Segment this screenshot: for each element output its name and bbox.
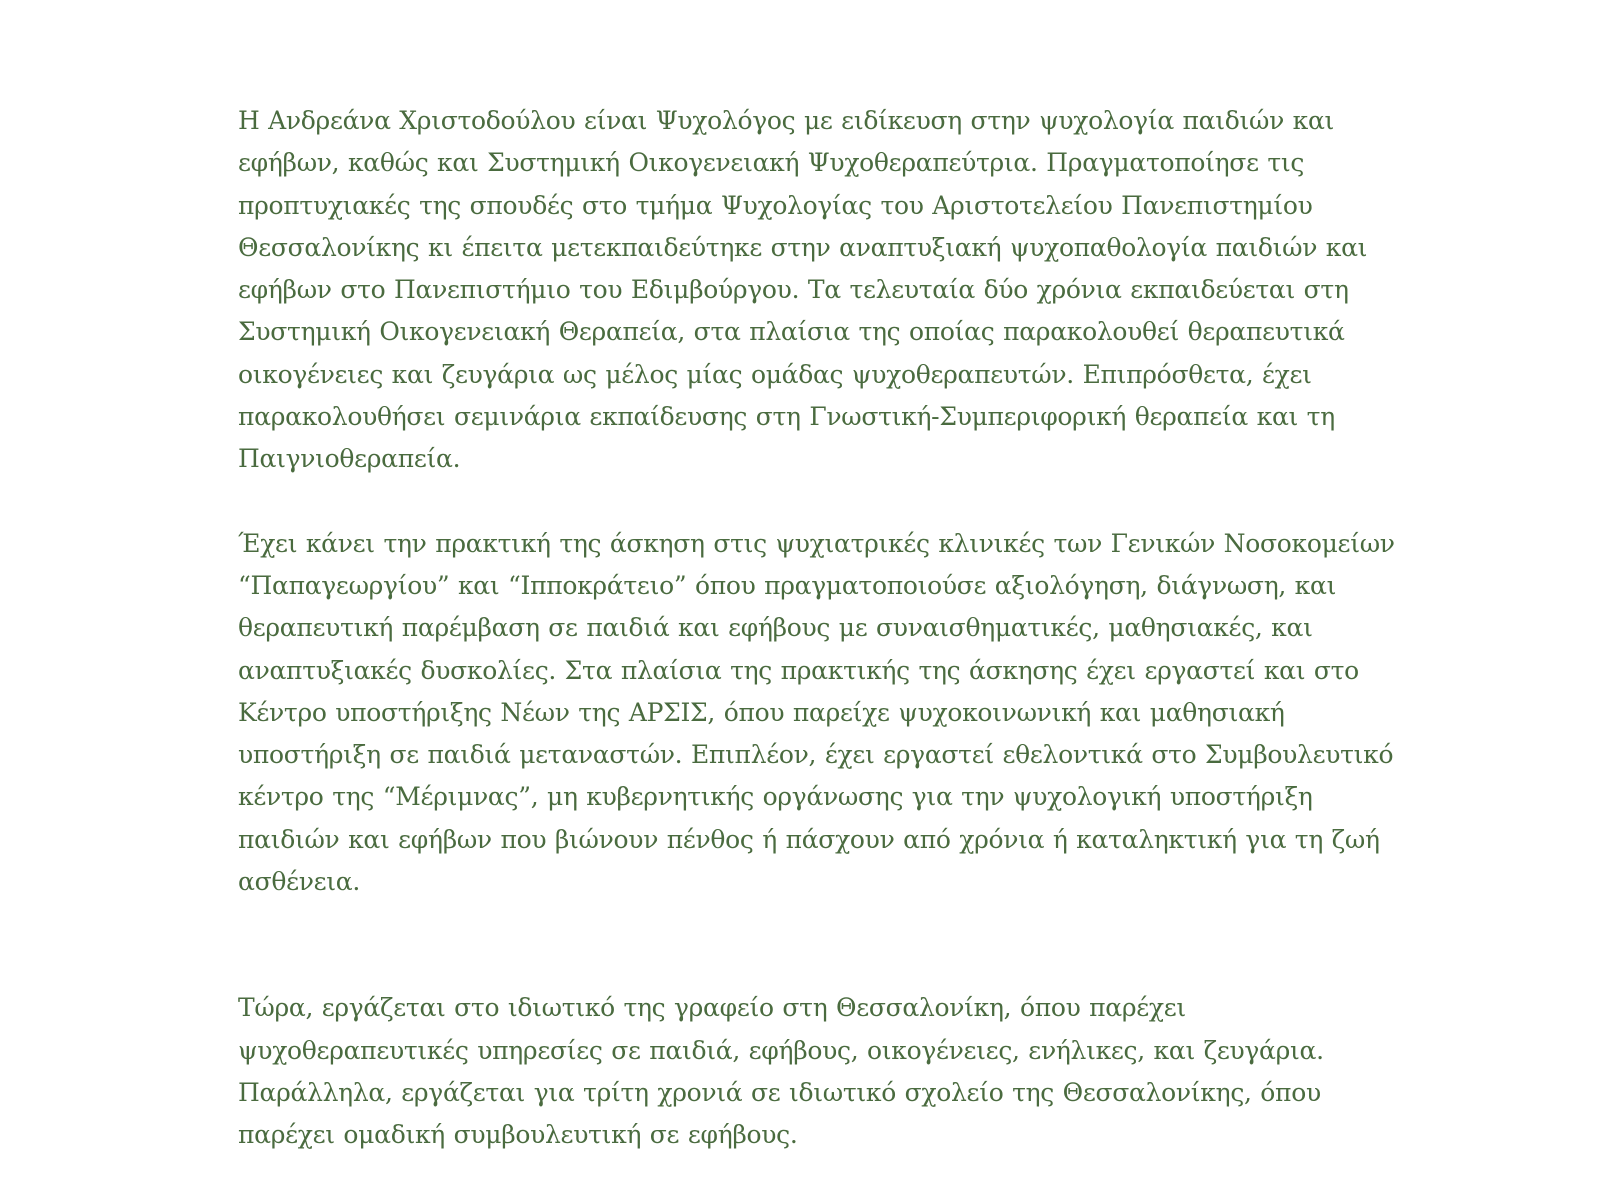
text-line: αναπτυξιακές δυσκολίες. Στα πλαίσια της πρακτικής της άσκησης έχει εργαστεί και στο	[238, 655, 1359, 685]
text-line: Έχει κάνει την πρακτική της άσκηση στις ψυχιατρικές κλινικές των Γενικών Νοσοκομείων	[238, 528, 1395, 558]
bio-paragraph-experience	[238, 523, 1395, 904]
text-line: εφήβων στο Πανεπιστήμιο του Εδιμβούργου. Τα τελευταία δύο χρόνια εκπαιδεύεται στη	[238, 275, 1349, 305]
text-line: υποστήριξη σε παιδιά μεταναστών. Επιπλέον, έχει εργαστεί εθελοντικά στο Συμβουλευτικό	[238, 740, 1394, 770]
text-line: Τώρα, εργάζεται στο ιδιωτικό της γραφείο στη Θεσσαλονίκη, όπου παρέχει	[238, 993, 1186, 1023]
text-line: Παράλληλα, εργάζεται για τρίτη χρονιά σε ιδιωτικό σχολείο της Θεσσαλονίκης, όπου	[238, 1077, 1321, 1107]
bio-paragraph-education	[238, 100, 1368, 481]
text-line: ασθένεια.	[238, 867, 361, 897]
text-line: προπτυχιακές της σπουδές στο τμήμα Ψυχολογίας του Αριστοτελείου Πανεπιστημίου	[238, 190, 1313, 220]
text-line: παρέχει ομαδική συμβουλευτική σε εφήβους.	[238, 1120, 798, 1150]
text-line: κέντρο της “Μέριμνας”, μη κυβερνητικής οργάνωσης για την ψυχολογική υποστήριξη	[238, 782, 1313, 812]
bio-paragraph-current-work	[238, 987, 1368, 1156]
text-line: “Παπαγεωργίου” και “Ιπποκράτειο” όπου πραγματοποιούσε αξιολόγηση, διάγνωση, και	[238, 570, 1337, 600]
text-line: θεραπευτική παρέμβαση σε παιδιά και εφήβους με συναισθηματικές, μαθησιακές, και	[238, 613, 1313, 643]
text-line: Παιγνιοθεραπεία.	[238, 444, 461, 474]
text-line: Κέντρο υποστήριξης Νέων της ΑΡΣΙΣ, όπου παρείχε ψυχοκοινωνική και μαθησιακή	[238, 697, 1285, 727]
text-line: Η Ανδρεάνα Χριστοδούλου είναι Ψυχολόγος με ειδίκευση στην ψυχολογία παιδιών και	[238, 106, 1335, 135]
text-line: Θεσσαλονίκης κι έπειτα μετεκπαιδεύτηκε στην αναπτυξιακή ψυχοπαθολογία παιδιών και	[238, 232, 1368, 262]
text-line: οικογένειες και ζευγάρια ως μέλος μίας ομάδας ψυχοθεραπευτών. Επιπρόσθετα, έχει	[238, 359, 1312, 389]
text-line: παιδιών και εφήβων που βιώνουν πένθος ή πάσχουν από χρόνια ή καταληκτική για τη ζωή	[238, 824, 1380, 854]
text-line: παρακολουθήσει σεμινάρια εκπαίδευσης στη Γνωστική-Συμπεριφορική θεραπεία και τη	[238, 402, 1335, 432]
bio-content	[238, 100, 1395, 1157]
text-line: εφήβων, καθώς και Συστημική Οικογενειακή Ψυχοθεραπεύτρια. Πραγματοποίησε τις	[238, 148, 1305, 178]
text-line: Συστημική Οικογενειακή Θεραπεία, στα πλαίσια της οποίας παρακολουθεί θεραπευτικά	[238, 317, 1345, 347]
text-line: ψυχοθεραπευτικές υπηρεσίες σε παιδιά, εφήβους, οικογένειες, ενήλικες, και ζευγάρια.	[238, 1035, 1324, 1065]
